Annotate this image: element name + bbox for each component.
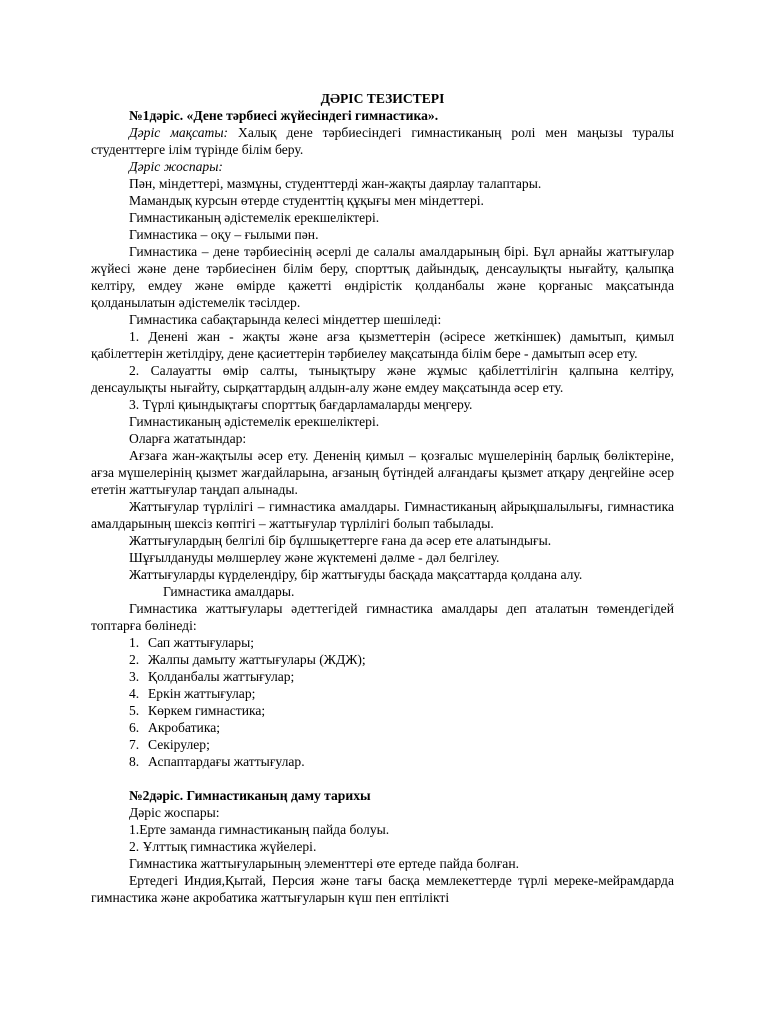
list-item: 1. Сап жаттығулары; <box>129 635 254 650</box>
method-heading: Гимнастиканың әдістемелік ерекшеліктері. <box>129 414 380 429</box>
lecture2-heading: №2дәріс. Гимнастиканың даму тарихы <box>129 788 371 803</box>
spacer <box>91 770 674 787</box>
plan-item: 2. Ұлттық гимнастика жүйелері. <box>129 839 317 854</box>
list-item: 8. Аспаптардағы жаттығулар. <box>129 754 305 769</box>
plan-item: 1.Ерте заманда гимнастиканың пайда болуы. <box>129 822 390 837</box>
organism-paragraph: Ағзаға жан-жақтылы әсер ету. Дененің қимыл – қозғалыс мүшелерінің барлық бөліктеріне, ағза мүшелерінің қызмет жағдайларына, ағзаның бүтіндей алғандағы қызмет атқару деңгейіне әсер ететін жаттығулар таңдап алынады. <box>91 448 674 497</box>
ancient-paragraph: Ертедегі Индия,Қытай, Персия және тағы басқа мемлекеттерде түрлі мереке-мейрамдарда гимнастика және акробатика жаттығуларын күш пен ептілікті <box>91 873 674 905</box>
lecture1-plan-label: Дәріс жоспары: <box>129 159 223 174</box>
complex-line: Жаттығуларды күрделендіру, бір жаттығуды басқада мақсаттарда қолдана алу. <box>129 567 583 582</box>
specific-line: Жаттығулардың белгілі бір бұлшықеттерге ғана да әсер ете алатындығы. <box>129 533 552 548</box>
tasks-intro: Гимнастика сабақтарында келесі міндеттер шешіледі: <box>129 312 442 327</box>
plan-item: Пән, міндеттері, мазмұны, студенттерді жан-жақты даярлау талаптары. <box>129 176 542 191</box>
elements-line: Гимнастика жаттығуларының элементтері өте ертеде пайда болған. <box>129 856 519 871</box>
subheading: Гимнастика амалдары. <box>163 584 295 599</box>
plan-item: Гимнастиканың әдістемелік ерекшеліктері. <box>129 210 380 225</box>
plan-item: Гимнастика – оқу – ғылыми пән. <box>129 227 319 242</box>
document-title: ДӘРІС ТЕЗИСТЕРІ <box>320 91 445 106</box>
list-item: 4. Еркін жаттығулар; <box>129 686 256 701</box>
belong-line: Оларға жататындар: <box>129 431 247 446</box>
list-item: 5. Көркем гимнастика; <box>129 703 266 718</box>
list-item: 2. Жалпы дамыту жаттығулары (ЖДЖ); <box>129 652 366 667</box>
lecture2-plan-label: Дәріс жоспары: <box>129 805 220 820</box>
definition-paragraph: Гимнастика – дене тәрбиесінің әсерлі де салалы амалдарының бірі. Бұл арнайы жаттығулар жүйесі және дене тәрбиесінен білім беру, спорттық дайындық, денсаулықты нығайту, қалыпқа келтіру, емдеу және өмірде қажетті өндірістік қолданбалы және қорғаныс мақсатында қолданылатын әдістемелік тәсілдер. <box>91 244 674 310</box>
groups-list <box>91 634 674 770</box>
list-item: 3. Қолданбалы жаттығулар; <box>129 669 295 684</box>
lecture1-aim <box>91 124 674 158</box>
aim-text: Халық дене тәрбиесіндегі гимнастиканың ролі мен маңызы туралы студенттерге ілім түрінде білім беру. <box>91 125 674 157</box>
task-item: 3. Түрлі қиындықтағы спорттық бағдарламаларды меңгеру. <box>129 397 473 412</box>
plan-item: Мамандық курсын өтерде студенттің құқығы мен міндеттері. <box>129 193 484 208</box>
variety-paragraph: Жаттығулар түрлілігі – гимнастика амалдары. Гимнастиканың айрықшалылығы, гимнастика амалдарының шексіз көптігі – жаттығулар түрлілігі болып табылады. <box>91 499 674 531</box>
task-item: 1. Денені жан - жақты және ағза қызметтерін (әсіресе жеткіншек) дамытып, қимыл қабілеттерін жетілдіру, дене қасиеттерін тәрбиелеу мақсатында білім бере - дамытып әсер ету. <box>91 329 674 361</box>
groups-paragraph: Гимнастика жаттығулары әдеттегідей гимнастика амалдары деп аталатын төмендегідей топтарға бөлінеді: <box>91 601 674 633</box>
aim-label: Дәріс мақсаты: <box>129 125 229 140</box>
document-page <box>91 90 674 906</box>
list-item: 7. Секірулер; <box>129 737 210 752</box>
task-item: 2. Салауатты өмір салты, тынықтыру және жұмыс қабілеттілігін қалпына келтіру, денсаулықты нығайту, сырқаттардың алдын-алу және емдеу мақсатында әсер ету. <box>91 363 674 395</box>
list-item: 6. Акробатика; <box>129 720 221 735</box>
lecture1-heading: №1дәріс. «Дене тәрбиесі жүйесіндегі гимнастика». <box>129 108 439 123</box>
dose-line: Шұғылдануды мөлшерлеу және жүктемені дәлме - дәл белгілеу. <box>129 550 500 565</box>
